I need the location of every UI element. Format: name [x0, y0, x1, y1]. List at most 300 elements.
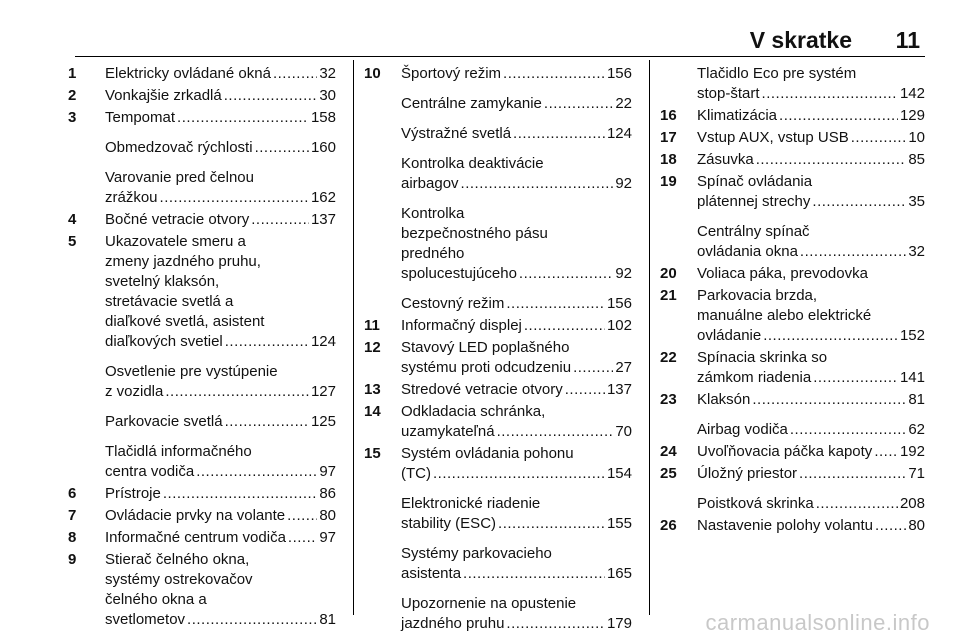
- legend-entry: [364, 94, 632, 114]
- entry-label: Klaksón: [697, 391, 751, 408]
- item-number: 1: [68, 65, 77, 82]
- page-reference[interactable]: 32: [319, 65, 336, 82]
- legend-entry: [660, 494, 925, 514]
- legend-entry: [68, 550, 336, 630]
- entry-text: [401, 316, 632, 336]
- legend-entry: [364, 154, 632, 194]
- legend-entry: [660, 172, 925, 212]
- item-number: 12: [364, 339, 381, 356]
- dot-leader: [225, 332, 309, 352]
- entry-label: Poistková skrinka: [697, 495, 814, 512]
- legend-entry: [364, 64, 632, 84]
- entry-label: Nastavenie polohy volantu: [697, 517, 873, 534]
- entry-label: (TC): [401, 465, 431, 482]
- legend-column-1: [68, 64, 336, 630]
- entry-label: Bočné vetracie otvory: [105, 211, 250, 228]
- entry-text: [105, 232, 336, 352]
- entry-last-line: [401, 464, 632, 484]
- entry-label: Úložný priestor: [697, 465, 798, 482]
- entry-last-line: [401, 614, 632, 634]
- page-reference[interactable]: 158: [310, 109, 336, 126]
- entry-line: Tlačidlá informačného: [105, 443, 252, 460]
- entry-last-line: [105, 462, 336, 482]
- entry-text: [105, 86, 336, 106]
- page-reference[interactable]: 92: [615, 175, 632, 192]
- entry-line: Parkovacia brzda,: [697, 287, 818, 304]
- entry-text: [401, 294, 632, 314]
- dot-leader: [163, 484, 317, 504]
- item-number: 2: [68, 87, 77, 104]
- entry-label: Elektricky ovládané okná: [105, 65, 271, 82]
- entry-text: [105, 138, 336, 158]
- dot-leader: [573, 358, 613, 378]
- entry-last-line: [401, 358, 632, 378]
- dot-leader: [196, 462, 317, 482]
- entry-label: Tempomat: [105, 109, 176, 126]
- entry-text: [697, 516, 925, 536]
- entry-text: [697, 494, 925, 514]
- entry-text: [697, 348, 925, 388]
- page-reference[interactable]: 80: [319, 507, 336, 524]
- dot-leader: [812, 192, 906, 212]
- entry-label: Prístroje: [105, 485, 161, 502]
- entry-text: [105, 168, 336, 208]
- entry-label: zrážkou: [105, 189, 158, 206]
- legend-entry: [364, 402, 632, 442]
- page-reference[interactable]: 162: [310, 189, 336, 206]
- entry-line: svetelný klaksón,: [105, 273, 220, 290]
- entry-text: [401, 124, 632, 144]
- entry-last-line: [105, 188, 336, 208]
- page-reference[interactable]: 102: [606, 317, 632, 334]
- entry-text: [697, 390, 925, 410]
- entry-label: ovládania okna: [697, 243, 798, 260]
- entry-text: [401, 444, 632, 484]
- legend-entry: [660, 222, 925, 262]
- column-divider-2: [649, 60, 650, 615]
- entry-label: Informačné centrum vodiča: [105, 529, 286, 546]
- entry-text: [697, 286, 925, 346]
- page-reference[interactable]: 10: [908, 129, 925, 146]
- dot-leader: [177, 108, 309, 128]
- legend-entry: [660, 264, 925, 284]
- item-number: 5: [68, 233, 77, 250]
- entry-text: [697, 464, 925, 484]
- page-reference[interactable]: 154: [606, 465, 632, 482]
- legend-entry: [660, 516, 925, 536]
- entry-last-line: [697, 326, 925, 346]
- page-reference[interactable]: 142: [899, 85, 925, 102]
- legend-entry: [660, 348, 925, 388]
- legend-entry: [68, 232, 336, 352]
- entry-last-line: [697, 84, 925, 104]
- entry-label: zámkom riadenia: [697, 369, 812, 386]
- item-number: 22: [660, 349, 677, 366]
- entry-label: centra vodiča: [105, 463, 195, 480]
- entry-label: systému proti odcudzeniu: [401, 359, 572, 376]
- entry-text: [697, 128, 925, 148]
- entry-label: Vonkajšie zrkadlá: [105, 87, 222, 104]
- entry-last-line: [401, 564, 632, 584]
- entry-last-line: [105, 610, 336, 630]
- page-reference[interactable]: 30: [319, 87, 336, 104]
- item-number: 10: [364, 65, 381, 82]
- dot-leader: [519, 264, 613, 284]
- dot-leader: [273, 64, 317, 84]
- dot-leader: [813, 368, 898, 388]
- entry-text: [401, 380, 632, 400]
- page-reference[interactable]: 192: [899, 443, 925, 460]
- legend-entry: [68, 362, 336, 402]
- dot-leader: [763, 326, 898, 346]
- legend-entry: [68, 442, 336, 482]
- entry-last-line: [697, 242, 925, 262]
- entry-text: [697, 172, 925, 212]
- entry-last-line: [105, 332, 336, 352]
- entry-last-line: [401, 174, 632, 194]
- entry-text: [697, 150, 925, 170]
- legend-entry: [364, 544, 632, 584]
- entry-line: Odkladacia schránka,: [401, 403, 546, 420]
- page-reference[interactable]: 81: [908, 391, 925, 408]
- entry-text: [105, 528, 336, 548]
- entry-last-line: [401, 124, 632, 144]
- dot-leader: [506, 294, 605, 314]
- page-reference[interactable]: 156: [606, 295, 632, 312]
- entry-line: Kontrolka deaktivácie: [401, 155, 544, 172]
- legend-entry: [364, 338, 632, 378]
- page-header: [0, 28, 960, 52]
- page-reference[interactable]: 70: [615, 423, 632, 440]
- legend-entry: [68, 64, 336, 84]
- entry-label: Centrálne zamykanie: [401, 95, 542, 112]
- entry-text: [105, 506, 336, 526]
- dot-leader: [225, 412, 309, 432]
- entry-text: [401, 204, 632, 284]
- legend-entry: [68, 528, 336, 548]
- dot-leader: [288, 528, 317, 548]
- dot-leader: [565, 380, 605, 400]
- legend-entry: [68, 506, 336, 526]
- legend-entry: [364, 594, 632, 634]
- page-reference[interactable]: 179: [606, 615, 632, 632]
- entry-line: diaľkové svetlá, asistent: [105, 313, 265, 330]
- page-reference[interactable]: 32: [908, 243, 925, 260]
- entry-text: [401, 402, 632, 442]
- legend-entry: [68, 168, 336, 208]
- entry-last-line: [105, 108, 336, 128]
- dot-leader: [287, 506, 317, 526]
- dot-leader: [800, 242, 906, 262]
- entry-line: Stavový LED poplašného: [401, 339, 570, 356]
- dot-leader: [779, 106, 898, 126]
- legend-entry: [364, 124, 632, 144]
- entry-label: Informačný displej: [401, 317, 522, 334]
- entry-line: Varovanie pred čelnou: [105, 169, 254, 186]
- dot-leader: [503, 64, 605, 84]
- entry-last-line: [401, 380, 632, 400]
- page-reference[interactable]: 137: [606, 381, 632, 398]
- entry-text: [401, 64, 632, 84]
- dot-leader: [799, 464, 906, 484]
- legend-entry: [68, 210, 336, 230]
- entry-text: [401, 94, 632, 114]
- item-number: 11: [364, 317, 380, 334]
- entry-text: [401, 594, 632, 634]
- entry-line: Centrálny spínač: [697, 223, 810, 240]
- item-number: 6: [68, 485, 77, 502]
- entry-line: Systémy parkovacieho: [401, 545, 552, 562]
- entry-line: Elektronické riadenie: [401, 495, 541, 512]
- dot-leader: [874, 442, 898, 462]
- page-reference[interactable]: 124: [310, 333, 336, 350]
- item-number: 16: [660, 107, 677, 124]
- item-number: 19: [660, 173, 677, 190]
- entry-label: uzamykateľná: [401, 423, 495, 440]
- entry-text: [697, 442, 925, 462]
- entry-text: [697, 222, 925, 262]
- page-reference[interactable]: 80: [908, 517, 925, 534]
- entry-last-line: [697, 368, 925, 388]
- entry-last-line: [697, 420, 925, 440]
- entry-text: [401, 338, 632, 378]
- entry-label: Stredové vetracie otvory: [401, 381, 563, 398]
- entry-last-line: [105, 86, 336, 106]
- entry-last-line: [697, 494, 925, 514]
- entry-label: z vozidla: [105, 383, 164, 400]
- dot-leader: [544, 94, 613, 114]
- legend-entry: [68, 484, 336, 504]
- entry-label: airbagov: [401, 175, 459, 192]
- watermark-text: carmanualsonline.info: [705, 610, 930, 635]
- dot-leader: [762, 84, 898, 104]
- item-number: 14: [364, 403, 381, 420]
- entry-label: svetlometov: [105, 611, 186, 628]
- item-number: 7: [68, 507, 77, 524]
- item-number: 21: [660, 287, 677, 304]
- entry-line: Systém ovládania pohonu: [401, 445, 574, 462]
- dot-leader: [524, 316, 605, 336]
- entry-label: diaľkových svetiel: [105, 333, 223, 350]
- page-reference[interactable]: 35: [908, 193, 925, 210]
- legend-column-2: [364, 64, 632, 634]
- legend-entry: [364, 294, 632, 314]
- entry-last-line: [401, 316, 632, 336]
- dot-leader: [251, 210, 309, 230]
- entry-last-line: [105, 412, 336, 432]
- legend-entry: [660, 128, 925, 148]
- entry-text: [105, 362, 336, 402]
- legend-column-3: [660, 64, 925, 536]
- entry-last-line: [697, 264, 925, 284]
- entry-line: Upozornenie na opustenie: [401, 595, 577, 612]
- dot-leader: [463, 564, 605, 584]
- dot-leader: [875, 516, 906, 536]
- entry-last-line: [105, 484, 336, 504]
- entry-last-line: [105, 506, 336, 526]
- dot-leader: [255, 138, 309, 158]
- entry-last-line: [697, 464, 925, 484]
- dot-leader: [160, 188, 309, 208]
- header-rule: [75, 56, 925, 57]
- entry-text: [105, 412, 336, 432]
- legend-entry: [364, 316, 632, 336]
- entry-text: [697, 264, 925, 284]
- entry-label: Airbag vodiča: [697, 421, 788, 438]
- dot-leader: [756, 150, 907, 170]
- page-reference[interactable]: 129: [899, 107, 925, 124]
- entry-label: Voliaca páka, prevodovka: [697, 265, 868, 282]
- entry-label: stop-štart: [697, 85, 760, 102]
- legend-entry: [660, 64, 925, 104]
- page-reference[interactable]: 127: [310, 383, 336, 400]
- page-reference[interactable]: 62: [908, 421, 925, 438]
- legend-entry: [660, 420, 925, 440]
- page-reference[interactable]: 137: [310, 211, 336, 228]
- entry-last-line: [697, 150, 925, 170]
- dot-leader: [752, 390, 906, 410]
- entry-label: asistenta: [401, 565, 462, 582]
- entry-text: [401, 494, 632, 534]
- entry-text: [105, 442, 336, 482]
- entry-line: Kontrolka: [401, 205, 465, 222]
- entry-text: [401, 544, 632, 584]
- item-number: 15: [364, 445, 381, 462]
- legend-entry: [364, 444, 632, 484]
- section-title: V skratke: [749, 27, 852, 53]
- item-number: 18: [660, 151, 677, 168]
- dot-leader: [224, 86, 318, 106]
- page-reference[interactable]: 124: [606, 125, 632, 142]
- dot-leader: [497, 422, 614, 442]
- page-reference[interactable]: 97: [319, 529, 336, 546]
- legend-entry: [660, 390, 925, 410]
- dot-leader: [461, 174, 614, 194]
- entry-label: Uvoľňovacia páčka kapoty: [697, 443, 873, 460]
- entry-last-line: [697, 390, 925, 410]
- entry-text: [105, 550, 336, 630]
- dot-leader: [851, 128, 907, 148]
- entry-line: systémy ostrekovačov: [105, 571, 253, 588]
- entry-label: Klimatizácia: [697, 107, 778, 124]
- legend-entry: [660, 106, 925, 126]
- page-reference[interactable]: 71: [908, 465, 925, 482]
- entry-line: bezpečnostného pásu: [401, 225, 548, 242]
- entry-label: Ovládacie prvky na volante: [105, 507, 286, 524]
- page-reference[interactable]: 160: [310, 139, 336, 156]
- item-number: 23: [660, 391, 677, 408]
- dot-leader: [790, 420, 906, 440]
- entry-last-line: [697, 192, 925, 212]
- entry-line: Spínacia skrinka so: [697, 349, 828, 366]
- page-reference[interactable]: 27: [615, 359, 632, 376]
- entry-last-line: [105, 138, 336, 158]
- entry-last-line: [401, 422, 632, 442]
- page-reference[interactable]: 156: [606, 65, 632, 82]
- entry-line: Stierač čelného okna,: [105, 551, 250, 568]
- page-number: 11: [895, 27, 920, 53]
- page-reference[interactable]: 85: [908, 151, 925, 168]
- page-reference[interactable]: 152: [899, 327, 925, 344]
- page-reference[interactable]: 155: [606, 515, 632, 532]
- entry-label: Vstup AUX, vstup USB: [697, 129, 849, 146]
- item-number: 24: [660, 443, 677, 460]
- page-reference[interactable]: 86: [319, 485, 336, 502]
- entry-label: Parkovacie svetlá: [105, 413, 223, 430]
- entry-label: spolucestujúceho: [401, 265, 517, 282]
- legend-entry: [68, 412, 336, 432]
- page-reference[interactable]: 165: [606, 565, 632, 582]
- legend-entry: [68, 138, 336, 158]
- entry-label: jazdného pruhu: [401, 615, 505, 632]
- item-number: 8: [68, 529, 77, 546]
- entry-last-line: [105, 64, 336, 84]
- entry-line: stretávacie svetlá a: [105, 293, 234, 310]
- entry-last-line: [697, 128, 925, 148]
- entry-last-line: [401, 64, 632, 84]
- entry-last-line: [697, 106, 925, 126]
- dot-leader: [498, 514, 605, 534]
- dot-leader: [816, 494, 898, 514]
- page-reference[interactable]: 125: [310, 413, 336, 430]
- entry-line: čelného okna a: [105, 591, 207, 608]
- page-reference[interactable]: 141: [899, 369, 925, 386]
- entry-text: [105, 64, 336, 84]
- item-number: 25: [660, 465, 677, 482]
- column-divider-1: [353, 60, 354, 615]
- entry-line: Ukazovatele smeru a: [105, 233, 246, 250]
- page-reference[interactable]: 97: [319, 463, 336, 480]
- legend-entry: [68, 86, 336, 106]
- entry-last-line: [401, 264, 632, 284]
- entry-line: Spínač ovládania: [697, 173, 813, 190]
- entry-last-line: [401, 94, 632, 114]
- entry-text: [697, 420, 925, 440]
- entry-last-line: [697, 516, 925, 536]
- entry-label: Cestovný režim: [401, 295, 505, 312]
- entry-line: Tlačidlo Eco pre systém: [697, 65, 857, 82]
- entry-text: [697, 106, 925, 126]
- entry-text: [105, 108, 336, 128]
- legend-entry: [660, 286, 925, 346]
- dot-leader: [165, 382, 309, 402]
- entry-line: zmeny jazdného pruhu,: [105, 253, 261, 270]
- entry-label: Výstražné svetlá: [401, 125, 512, 142]
- entry-text: [697, 64, 925, 104]
- entry-last-line: [401, 514, 632, 534]
- entry-label: stability (ESC): [401, 515, 497, 532]
- entry-label: Športový režim: [401, 65, 502, 82]
- entry-last-line: [105, 382, 336, 402]
- dot-leader: [506, 614, 605, 634]
- page-reference[interactable]: 81: [319, 611, 336, 628]
- item-number: 20: [660, 265, 677, 282]
- legend-entry: [660, 442, 925, 462]
- legend-entry: [364, 204, 632, 284]
- entry-label: Obmedzovač rýchlosti: [105, 139, 253, 156]
- page-reference[interactable]: 208: [899, 495, 925, 512]
- dot-leader: [513, 124, 605, 144]
- entry-last-line: [401, 294, 632, 314]
- legend-entry: [364, 380, 632, 400]
- item-number: 17: [660, 129, 677, 146]
- entry-last-line: [105, 210, 336, 230]
- page-reference[interactable]: 22: [615, 95, 632, 112]
- item-number: 13: [364, 381, 381, 398]
- page-reference[interactable]: 92: [615, 265, 632, 282]
- legend-entry: [68, 108, 336, 128]
- legend-entry: [364, 494, 632, 534]
